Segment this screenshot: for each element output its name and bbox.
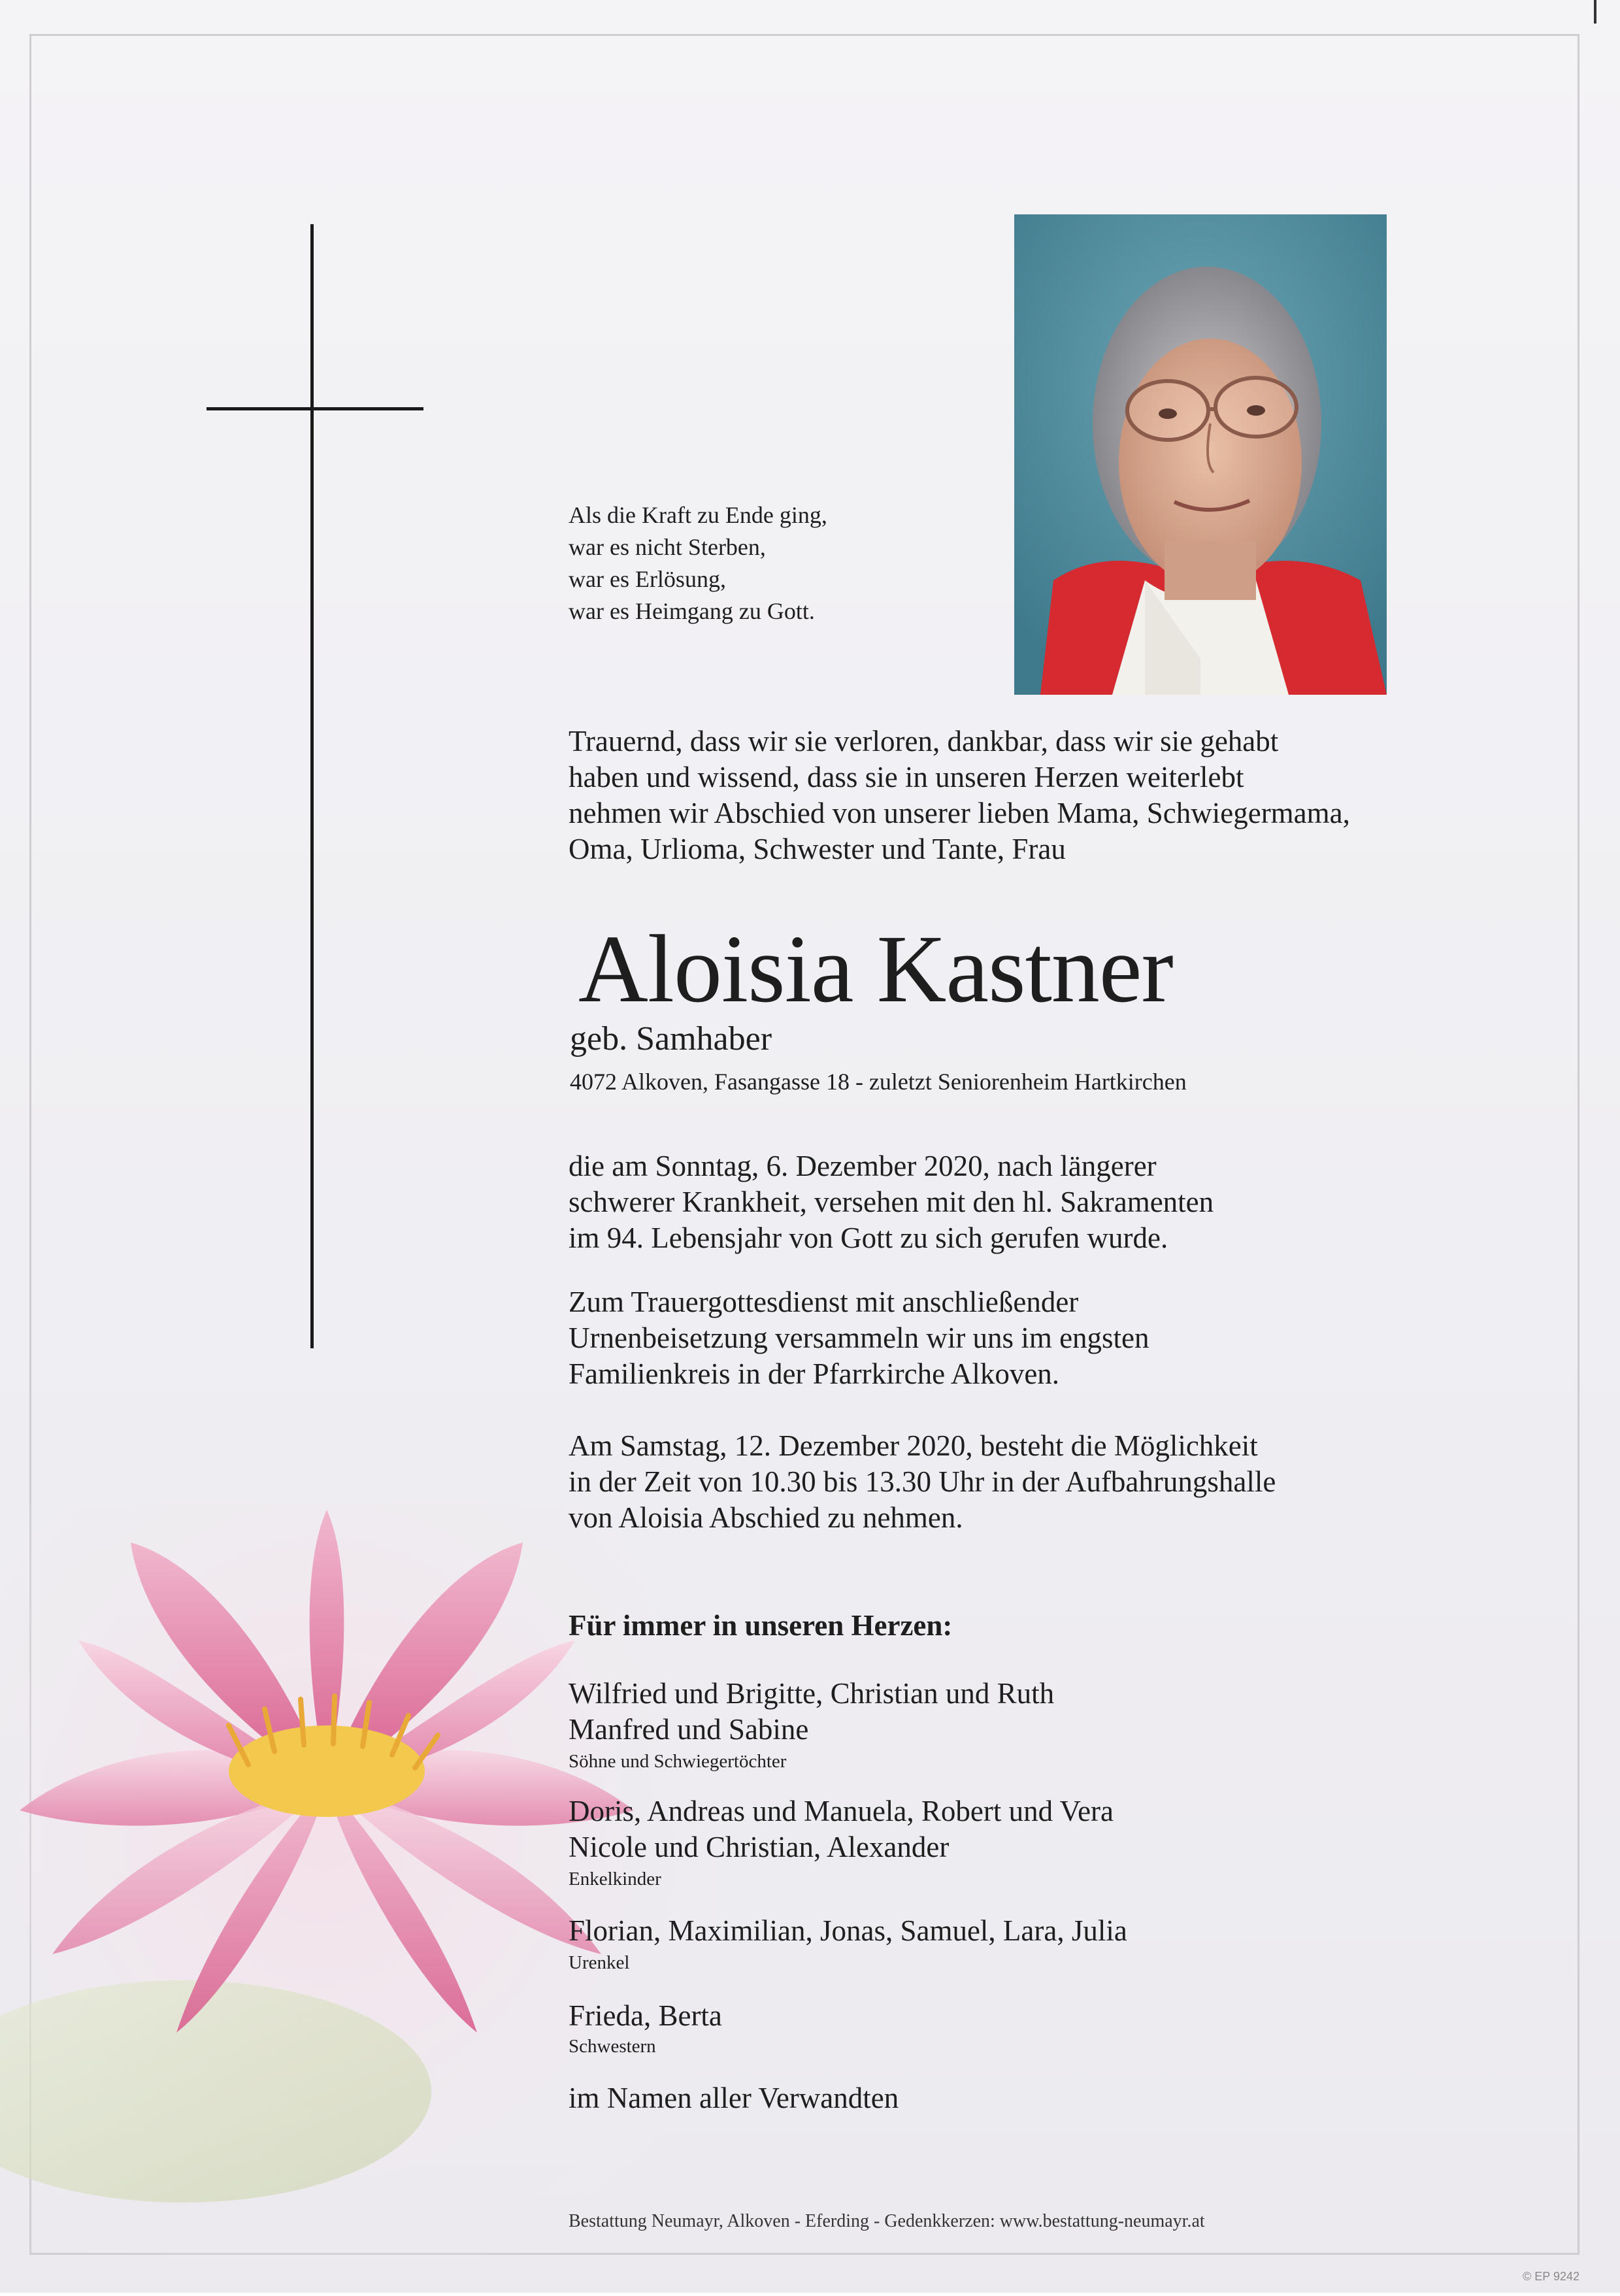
family-group-names: Frieda, Berta (569, 1999, 722, 2032)
flower-center (229, 1725, 425, 1817)
family-group-names: Wilfried und Brigitte, Christian und Ruth Manfred und Sabine (569, 1677, 1055, 1746)
corner-mark (1594, 0, 1596, 24)
maiden-name: geb. Samhaber (570, 1020, 772, 1057)
family-heading: Für immer in unseren Herzen: (569, 1609, 953, 1642)
service-notice: Zum Trauergottesdienst mit anschließender Urnenbeisetzung versammeln wir uns im engsten Familienkreis in der Pfarrkirche Alkoven. (569, 1286, 1149, 1390)
deceased-name: Aloisia Kastner (578, 916, 1173, 1023)
family-group-label: Enkelkinder (569, 1869, 661, 1889)
family-closing: im Namen aller Verwandten (569, 2082, 899, 2114)
cross-horizontal-bar (207, 407, 423, 410)
family-group-names: Florian, Maximilian, Jonas, Samuel, Lara, Julia (569, 1914, 1127, 1947)
family-group-label: Urenkel (569, 1952, 630, 1973)
memorial-poem: Als die Kraft zu Ende ging, war es nicht Sterben, war es Erlösung, war es Heimgang zu Gott. (569, 502, 827, 624)
portrait-illustration (1014, 214, 1387, 695)
viewing-notice: Am Samstag, 12. Dezember 2020, besteht die Möglichkeit in der Zeit von 10.30 bis 13.30 Uhr in der Aufbahrungshalle von Aloisia Abschied zu nehmen. (569, 1429, 1276, 1534)
address: 4072 Alkoven, Fasangasse 18 - zuletzt Seniorenheim Hartkirchen (570, 1069, 1187, 1095)
family-group-label: Söhne und Schwiegertöchter (569, 1751, 787, 1772)
death-notice: die am Sonntag, 6. Dezember 2020, nach längerer schwerer Krankheit, versehen mit den hl. Sakramenten im 94. Lebensjahr von Gott zu sich gerufen wurde. (569, 1150, 1214, 1254)
family-group-label: Schwestern (569, 2036, 656, 2057)
footer-text: Bestattung Neumayr, Alkoven - Eferding - Gedenkkerzen: www.bestattung-neumayr.at (569, 2211, 1205, 2231)
portrait-photo (1014, 214, 1387, 695)
copyright-mark: © EP 9242 (1523, 2270, 1579, 2283)
intro-text: Trauernd, dass wir sie verloren, dankbar, dass wir sie gehabt haben und wissend, dass sie in unseren Herzen weiterlebt nehmen wir Abschied von unserer lieben Mama, Schwiegermama, Oma, Urlioma, Schwester und Tante, Frau (569, 725, 1350, 865)
cross-vertical-bar (310, 224, 314, 1348)
family-group-names: Doris, Andreas und Manuela, Robert und Vera Nicole und Christian, Alexander (569, 1795, 1114, 1863)
